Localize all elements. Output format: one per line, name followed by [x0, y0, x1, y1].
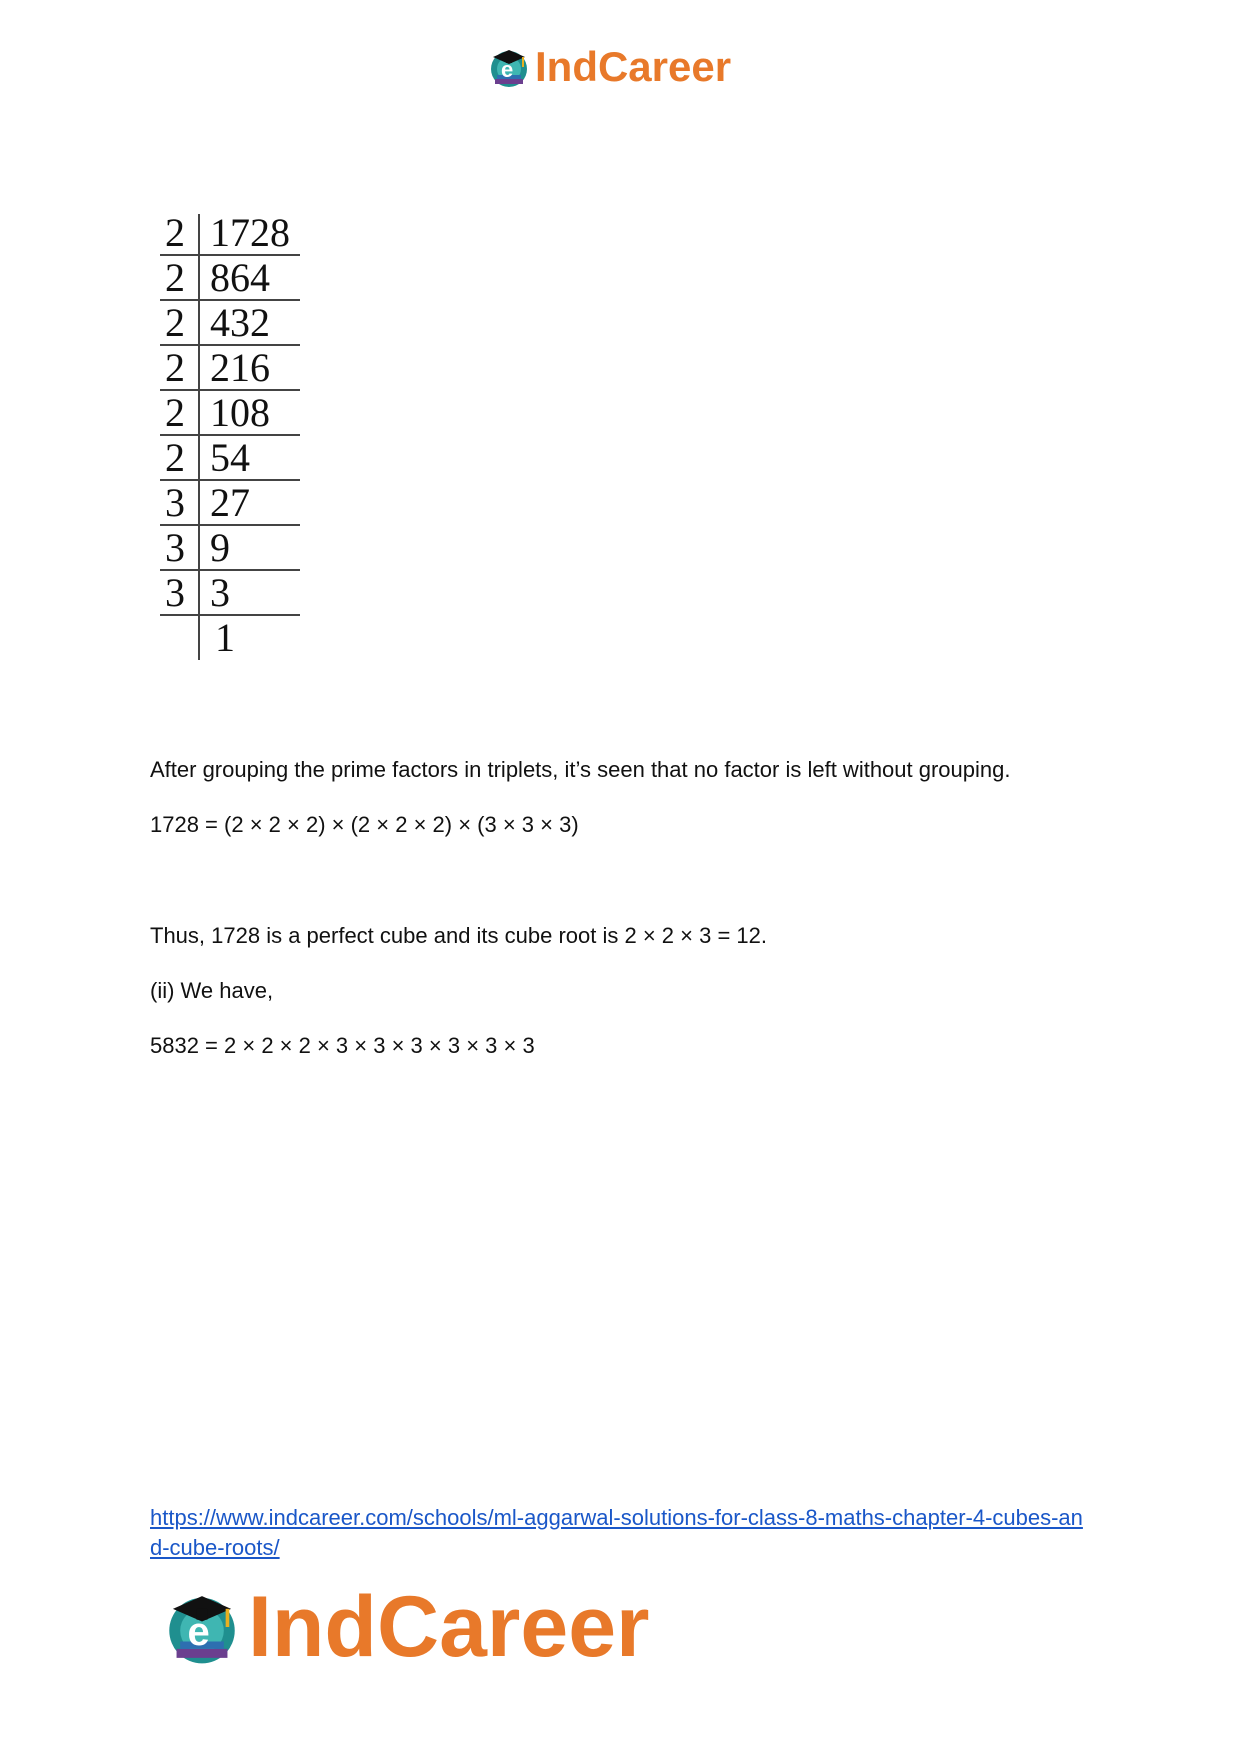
source-link[interactable]: https://www.indcareer.com/schools/ml-aggarwal-solutions-for-class-8-maths-chapter-4-cubes-and-cube-roots/	[150, 1505, 1083, 1560]
prime-factorization-ladder	[160, 210, 300, 660]
ladder-divisor: 3	[165, 570, 185, 615]
ladder-row	[160, 525, 300, 570]
ladder-dividend: 432	[210, 300, 270, 345]
ladder-dividend: 108	[210, 390, 270, 435]
ladder-divisor: 3	[165, 525, 185, 570]
ladder-divisor: 2	[165, 210, 185, 255]
ladder-divisor: 3	[165, 480, 185, 525]
ladder-dividend: 1728	[210, 210, 290, 255]
footer-logo	[162, 1578, 650, 1675]
ladder-divisor: 2	[165, 435, 185, 480]
paragraph-conclusion: Thus, 1728 is a perfect cube and its cube root is 2 × 2 × 3 = 12.	[150, 923, 767, 948]
svg-text:e: e	[187, 1610, 210, 1655]
ladder-row	[160, 435, 300, 480]
ladder-dividend: 27	[210, 480, 250, 525]
svg-text:e: e	[501, 57, 514, 82]
ladder-divisor: 2	[165, 255, 185, 300]
paragraph-grouping: After grouping the prime factors in triplets, it’s seen that no factor is left without grouping.	[150, 757, 1011, 782]
logo-wordmark: IndCareer	[535, 43, 732, 90]
logo-wordmark: IndCareer	[248, 1578, 650, 1675]
ladder-row	[160, 390, 300, 435]
ladder-row	[160, 210, 300, 255]
paragraph-factorization-1728: 1728 = (2 × 2 × 2) × (2 × 2 × 2) × (3 × 3 × 3)	[150, 812, 579, 837]
ladder-row	[160, 255, 300, 300]
ladder-row	[160, 300, 300, 345]
graduation-cap-globe-books-icon	[162, 1587, 242, 1667]
ladder-dividend: 216	[210, 345, 270, 390]
ladder-row	[160, 480, 300, 525]
ladder-dividend: 1	[215, 615, 235, 660]
header-logo	[487, 42, 731, 92]
paragraph-factorization-5832: 5832 = 2 × 2 × 2 × 3 × 3 × 3 × 3 × 3 × 3	[150, 1033, 535, 1058]
ladder-row	[160, 615, 300, 660]
ladder-dividend: 54	[210, 435, 250, 480]
graduation-cap-globe-books-icon	[487, 45, 531, 89]
ladder-divisor: 2	[165, 300, 185, 345]
ladder-dividend: 864	[210, 255, 270, 300]
ladder-divisor: 2	[165, 390, 185, 435]
ladder-divisor: 2	[165, 345, 185, 390]
ladder-row	[160, 345, 300, 390]
ladder-dividend: 9	[210, 525, 230, 570]
paragraph-part-ii: (ii) We have,	[150, 978, 274, 1003]
ladder-dividend: 3	[210, 570, 230, 615]
ladder-row	[160, 570, 300, 615]
